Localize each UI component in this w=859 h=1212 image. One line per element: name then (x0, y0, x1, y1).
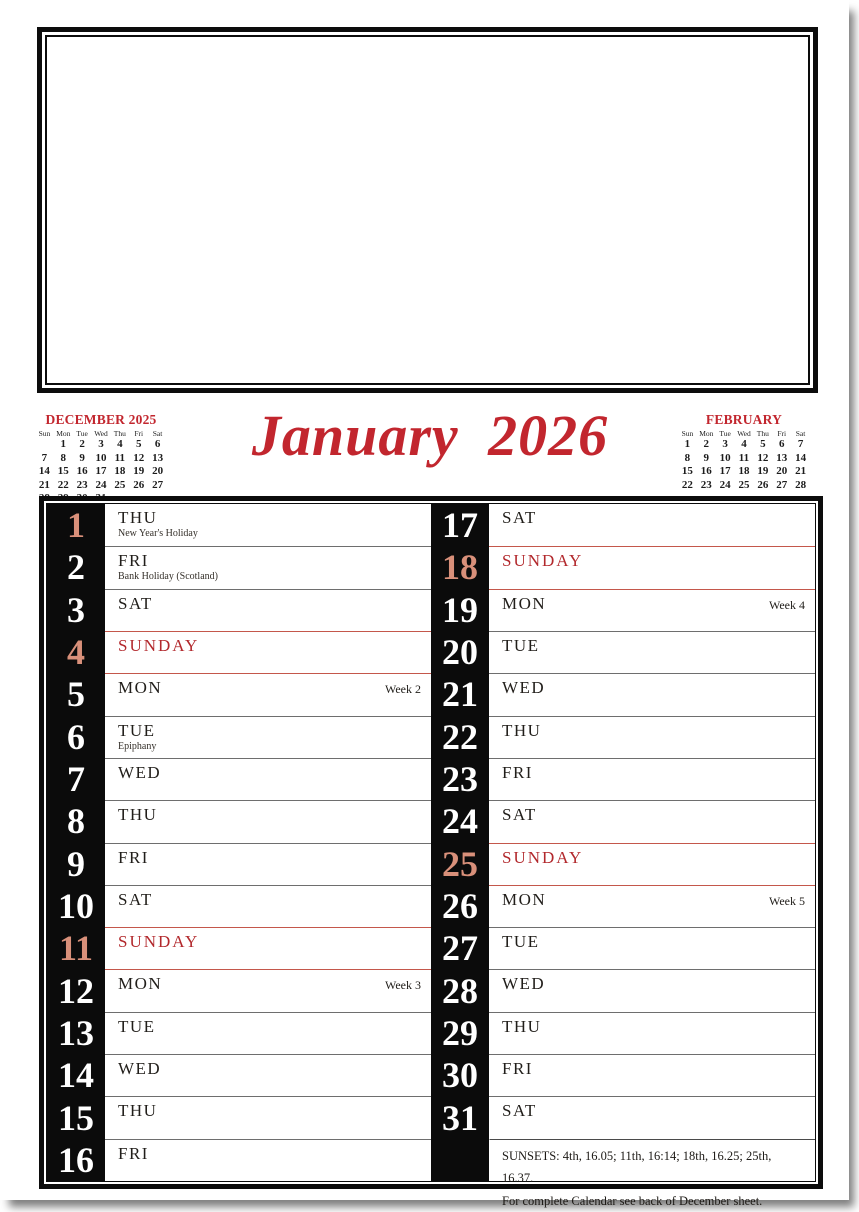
mini-calendar-date: 3 (722, 438, 728, 450)
day-number: 6 (47, 716, 105, 758)
mini-calendar-date: 6 (778, 438, 785, 450)
back-of-sheet-note: For complete Calendar see back of December sheet. (502, 1193, 763, 1208)
mini-calendar-date: 14 (795, 451, 807, 464)
day-number: 18 (431, 546, 489, 588)
mini-calendar-date: 2 (79, 438, 85, 450)
day-cell (105, 504, 431, 546)
day-cell (105, 1054, 431, 1096)
day-cell (489, 843, 815, 885)
day-label: SAT (502, 508, 537, 527)
holiday-label: New Year's Holiday (118, 528, 198, 539)
day-grid-inner (46, 503, 816, 1208)
holiday-label: Epiphany (118, 740, 157, 752)
day-row (431, 885, 815, 927)
day-cell (105, 1012, 431, 1054)
day-cell (489, 1054, 815, 1096)
day-row (47, 546, 431, 588)
day-number: 4 (47, 631, 105, 673)
day-cell (105, 1139, 431, 1181)
mini-calendar-grid (678, 429, 810, 492)
mini-calendar-date: 22 (681, 478, 693, 491)
mini-calendar-date: 26 (133, 478, 145, 491)
day-cell (489, 800, 815, 842)
day-label: FRI (118, 551, 149, 571)
day-number: 17 (431, 504, 489, 546)
day-row (431, 546, 815, 588)
mini-calendar-title: FEBRUARY (705, 412, 783, 427)
mini-calendar-day-name: Fri (134, 429, 144, 438)
day-number: 16 (47, 1139, 105, 1181)
week-number-label: Week 5 (768, 893, 805, 908)
day-cell (105, 631, 431, 673)
mini-calendar-date: 25 (114, 478, 126, 491)
day-column-right (431, 504, 815, 1208)
mini-calendar-date: 9 (703, 451, 710, 464)
day-number: 21 (431, 673, 489, 715)
day-number: 11 (47, 927, 105, 969)
mini-calendar-date: 13 (152, 451, 164, 464)
day-cell (489, 546, 815, 588)
day-cell (489, 969, 815, 1011)
day-label: SAT (118, 593, 153, 613)
day-row (431, 1096, 815, 1138)
week-number-label: Week 2 (384, 682, 421, 697)
holiday-label: Bank Holiday (Scotland) (118, 571, 218, 583)
day-row (431, 758, 815, 800)
day-label: MON (118, 974, 163, 994)
day-label: THU (118, 1101, 158, 1121)
day-label: SUNDAY (118, 932, 200, 952)
advert-placeholder-box (37, 27, 818, 393)
day-number: 25 (431, 843, 489, 885)
mini-calendar-date: 3 (98, 438, 104, 450)
mini-calendar-date: 24 (719, 478, 731, 491)
day-number: 1 (47, 504, 105, 546)
day-number: 31 (431, 1096, 489, 1138)
day-cell (489, 1096, 815, 1138)
footer-note (489, 1139, 815, 1208)
day-row (431, 504, 815, 546)
mini-calendar-date: 23 (76, 478, 88, 491)
day-number: 2 (47, 546, 105, 588)
mini-calendar-day-name: Thu (113, 429, 126, 438)
mini-calendar-day-name: Sat (152, 429, 163, 438)
day-cell (489, 1012, 815, 1054)
mini-calendar-day-name: Mon (56, 429, 71, 438)
day-number: 12 (47, 969, 105, 1011)
day-cell (105, 758, 431, 800)
day-label: MON (502, 889, 547, 909)
mini-calendar-date: 21 (38, 478, 50, 491)
mini-calendar-day-name: Sun (681, 429, 694, 438)
day-label: FRI (502, 1059, 533, 1079)
mini-calendar-date: 12 (133, 451, 145, 464)
mini-calendar-date: 7 (41, 451, 48, 464)
mini-calendar-date: 18 (738, 465, 750, 477)
day-number: 9 (47, 843, 105, 885)
day-row (47, 843, 431, 885)
day-label: TUE (502, 635, 540, 655)
footer-note-row (431, 1139, 815, 1208)
day-cell (105, 589, 431, 631)
mini-calendar-date: 8 (684, 451, 691, 464)
day-number: 30 (431, 1054, 489, 1096)
mini-calendar-date: 19 (757, 465, 769, 477)
day-row (47, 1096, 431, 1138)
day-label: MON (502, 593, 547, 613)
day-row (47, 1139, 431, 1181)
day-label: WED (502, 974, 546, 994)
mini-calendar-date: 8 (60, 451, 67, 464)
mini-calendar-date: 24 (95, 478, 107, 491)
empty-number-cell (431, 1139, 489, 1181)
day-row (431, 1054, 815, 1096)
day-label: TUE (502, 932, 540, 952)
day-row (47, 927, 431, 969)
day-row (47, 969, 431, 1011)
mini-calendar-date: 25 (738, 478, 750, 491)
day-label: THU (502, 1016, 542, 1036)
mini-calendar-grid (35, 429, 167, 506)
mini-calendar-date: 5 (760, 438, 766, 450)
day-row (47, 716, 431, 758)
mini-calendar-february (678, 412, 810, 492)
day-label: THU (118, 805, 158, 825)
mini-calendar-date: 18 (114, 465, 126, 477)
day-label: FRI (118, 847, 149, 867)
day-number: 14 (47, 1054, 105, 1096)
mini-calendar-day-name: Wed (737, 429, 751, 438)
day-row (431, 631, 815, 673)
day-label: WED (502, 678, 546, 698)
day-cell (489, 927, 815, 969)
day-cell (105, 969, 431, 1011)
day-row (431, 673, 815, 715)
day-column-left (47, 504, 431, 1181)
mini-calendar-date: 15 (57, 465, 69, 477)
advert-placeholder-inner-border (45, 35, 810, 385)
day-row (431, 843, 815, 885)
day-label: SAT (502, 1101, 537, 1121)
mini-calendar-date: 5 (135, 438, 142, 450)
mini-calendar-date: 28 (795, 478, 807, 491)
day-label: SAT (118, 889, 153, 909)
day-number: 8 (47, 800, 105, 842)
mini-calendar-title: DECEMBER 2025 (45, 412, 157, 427)
day-row (47, 673, 431, 715)
day-number: 7 (47, 758, 105, 800)
day-cell (489, 589, 815, 631)
day-label: TUE (118, 1016, 156, 1036)
mini-calendar-date: 1 (684, 438, 691, 450)
mini-calendar-date: 6 (154, 438, 161, 450)
day-number: 20 (431, 631, 489, 673)
mini-calendar-date: 26 (757, 478, 769, 491)
day-label: WED (118, 762, 162, 782)
day-row (431, 800, 815, 842)
mini-calendar-day-name: Fri (777, 429, 787, 438)
week-number-label: Week 3 (384, 978, 421, 993)
mini-calendar-date: 14 (38, 465, 50, 477)
mini-calendar-date: 19 (133, 465, 145, 477)
day-cell (105, 927, 431, 969)
day-number: 29 (431, 1012, 489, 1054)
day-number: 15 (47, 1096, 105, 1138)
mini-calendar-date: 4 (741, 438, 747, 450)
day-number: 19 (431, 589, 489, 631)
mini-calendar-date: 10 (95, 451, 107, 464)
day-cell (489, 758, 815, 800)
day-row (47, 885, 431, 927)
day-row (47, 504, 431, 546)
day-label: THU (502, 720, 542, 740)
day-cell (489, 673, 815, 715)
day-row (47, 1054, 431, 1096)
day-label: WED (118, 1059, 162, 1079)
sunsets-note: SUNSETS: 4th, 16.05; 11th, 16:14; 18th, 16.25; 25th, 16.37. (502, 1148, 772, 1186)
day-row (47, 589, 431, 631)
day-cell (105, 885, 431, 927)
day-cell (105, 800, 431, 842)
mini-calendar-date: 27 (776, 478, 788, 491)
week-number-label: Week 4 (768, 597, 805, 612)
day-row (431, 1012, 815, 1054)
day-number: 10 (47, 885, 105, 927)
mini-calendar-date: 20 (152, 465, 164, 477)
day-cell (489, 716, 815, 758)
day-row (431, 716, 815, 758)
day-row (431, 969, 815, 1011)
mini-calendar-date: 17 (719, 465, 731, 477)
mini-calendar-day-name: Thu (756, 429, 769, 438)
mini-calendar-date: 9 (79, 451, 85, 464)
day-row (47, 758, 431, 800)
mini-calendar-day-name: Wed (94, 429, 108, 438)
mini-calendar-date: 20 (776, 465, 788, 477)
day-row (47, 1012, 431, 1054)
mini-calendar-date: 21 (795, 465, 807, 477)
mini-calendar-date: 17 (95, 465, 107, 477)
day-label: TUE (118, 720, 156, 740)
day-number: 27 (431, 927, 489, 969)
mini-calendar-day-name: Tue (76, 429, 88, 438)
day-label: SUNDAY (118, 635, 200, 655)
mini-calendar-day-name: Sun (38, 429, 51, 438)
day-number: 23 (431, 758, 489, 800)
day-number: 26 (431, 885, 489, 927)
day-cell (489, 631, 815, 673)
mini-calendar-date (35, 438, 54, 452)
mini-calendar-day-name: Mon (699, 429, 714, 438)
mini-calendar-date: 2 (703, 438, 710, 450)
day-row (47, 631, 431, 673)
day-label: MON (118, 678, 163, 698)
mini-calendar-date: 1 (60, 438, 67, 450)
day-label: FRI (502, 762, 533, 782)
mini-calendar-date: 27 (152, 478, 164, 491)
mini-calendar-date: 16 (700, 465, 712, 477)
day-cell (105, 1096, 431, 1138)
day-label: FRI (118, 1143, 149, 1163)
day-label: SUNDAY (502, 551, 584, 571)
day-label: THU (118, 508, 158, 527)
day-cell (105, 716, 431, 758)
day-label: SAT (502, 805, 537, 825)
mini-calendar-day-name: Tue (719, 429, 731, 438)
day-cell (105, 546, 431, 588)
day-cell (105, 843, 431, 885)
mini-calendar-date: 11 (114, 451, 126, 464)
mini-calendar-date: 12 (757, 451, 769, 464)
day-label: SUNDAY (502, 847, 584, 867)
day-number: 22 (431, 716, 489, 758)
day-cell (105, 673, 431, 715)
mini-calendar-date: 7 (797, 438, 804, 450)
mini-calendar-date: 11 (738, 451, 750, 464)
day-number: 3 (47, 589, 105, 631)
day-number: 28 (431, 969, 489, 1011)
day-number: 13 (47, 1012, 105, 1054)
page-title: January 2026 (251, 403, 609, 468)
day-number: 5 (47, 673, 105, 715)
mini-calendar-date: 13 (776, 451, 788, 464)
mini-calendar-date: 10 (719, 451, 731, 464)
mini-calendar-date: 16 (76, 465, 88, 477)
day-grid (39, 496, 823, 1208)
day-cell (489, 504, 815, 546)
day-number: 24 (431, 800, 489, 842)
mini-calendar-december (35, 412, 167, 506)
mini-calendar-day-name: Sat (795, 429, 806, 438)
day-row (431, 589, 815, 631)
mini-calendar-date: 22 (57, 478, 69, 491)
day-cell (489, 885, 815, 927)
day-row (47, 800, 431, 842)
mini-calendar-date: 23 (700, 478, 712, 491)
mini-calendar-date: 15 (681, 465, 693, 477)
day-row (431, 927, 815, 969)
mini-calendar-date: 4 (117, 438, 123, 450)
